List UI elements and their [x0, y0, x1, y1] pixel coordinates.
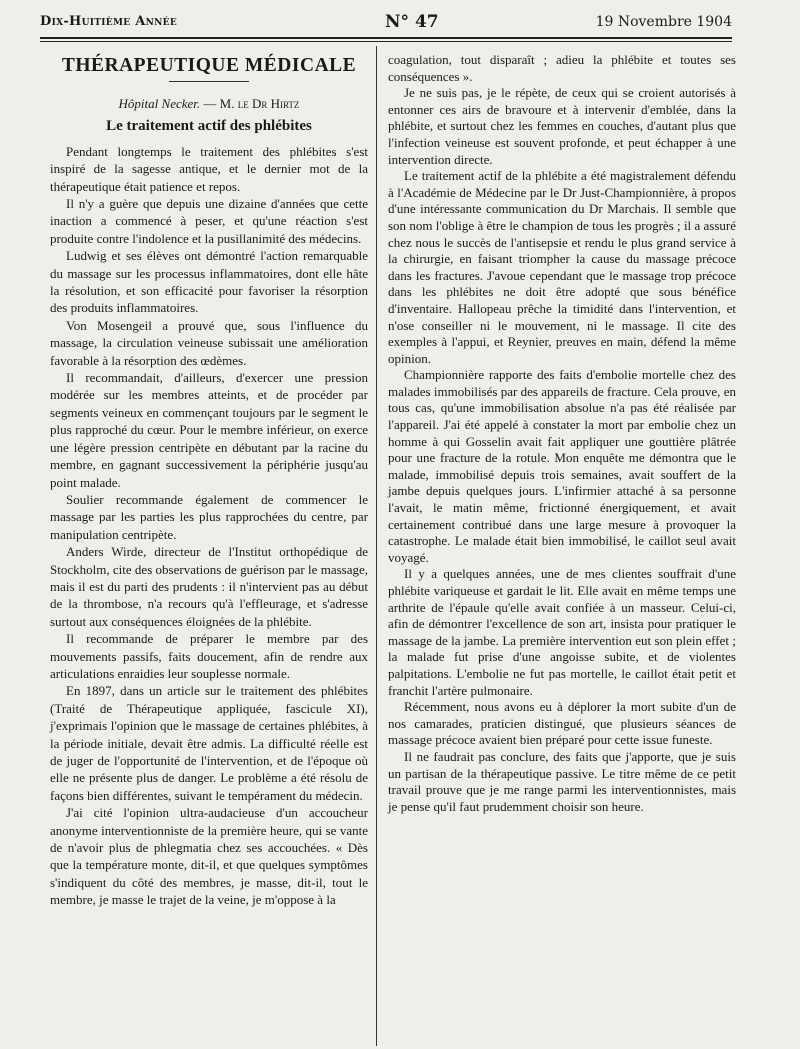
- paragraph: Le traitement actif de la phlébite a été magistralement défendu à l'Académie de Médecine par le Dr Just-Championnière, à propos d'une intéressante communication du Dr Marchais. Il semble que son nom l'oblige à être le champion de tous les progrès ; il a assuré chez nous le succès de l'antisepsie et rendu le plus grand service à la chirurgie, en faisant triompher la cause du massage précoce dans les fractures. J'avoue cependant que le massage trop précoce dans les phlébites ne doit être adopté que sous bénéfice d'inventaire. Hallopeau prêche la timidité dans l'intervention, et n'ose conseiller ni le mouvement, ni le massage. Il cite des exemples à l'appui, et Reynier, preuves en main, défend la même opinion.: [388, 168, 736, 366]
- header-rule-thin: [40, 41, 732, 42]
- paragraph: Il recommandait, d'ailleurs, d'exercer une pression modérée sur les membres atteints, et de procéder par segments veineux en commençant toujours par le segment le plus rapproché du cœur. Pour le membre inférieur, on exerce une légère pression centripète en débutant par la racine du membre, en gagnant successivement la périphérie jusqu'au point malade.: [50, 370, 368, 490]
- paragraph: Il y a quelques années, une de mes clientes souffrait d'une phlébite variqueuse et gardait le lit. Elle avait en même temps une arthrite de l'épaule qu'elle avait confiée à un masseur. Celui-ci, afin de démontrer l'excellence de son art, insista pour pratiquer le massage de la jambe. La première intervention eut son plein effet ; la malade fut prise d'une angoisse subite, et de violentes palpitations. L'embolie ne fut pas mortelle, le caillot était petit et franchit l'artère pulmonaire.: [388, 566, 736, 698]
- paragraph: Ludwig et ses élèves ont démontré l'action remarquable du massage sur les processus inflammatoires, dont elle hâte la résolution, et son efficacité pour favoriser la résorption des produits inflammatoires.: [50, 248, 368, 316]
- byline-author: — M. le Dr Hirtz: [203, 95, 300, 111]
- paragraph: Von Mosengeil a prouvé que, sous l'influence du massage, la circulation veineuse subissait une amélioration favorable à la résorption des œdèmes.: [50, 317, 368, 368]
- running-header: [40, 14, 732, 36]
- paragraph: Pendant longtemps le traitement des phlébites s'est inspiré de la sagesse antique, et le dernier mot de la thérapeutique était patience et repos.: [50, 143, 368, 194]
- title-rule: [169, 81, 249, 82]
- paragraph: Championnière rapporte des faits d'embolie mortelle chez des malades immobilisés par des appareils de fracture. Cela prouve, en tous cas, qu'une immobilisation absolue n'a pas été réalisée par l'appareil. J'ai été appelé à constater la mort par embolie chez un homme à qui Gosselin avait fait appliquer une gouttière plâtrée pour une fracture de la rotule. Mon enquête me démontra que le malade, immobilisé depuis trois semaines, avait souffert de la jambe depuis quelques jours. L'infirmier attaché à sa personne l'avait, le matin même, frictionné énergiquement, et avait certainement contribué dans une large mesure à provoquer la catastrophe. Le malade était bien immobilisé, le caillot seul avait voyagé.: [388, 367, 736, 565]
- paragraph: Il recommande de préparer le membre par des mouvements passifs, faits doucement, afin de rendre aux articulations enraidies leur souplesse normale.: [50, 631, 368, 681]
- left-column-body: [50, 143, 368, 909]
- paragraph: En 1897, dans un article sur le traitement des phlébites (Traité de Thérapeutique appliquée, fascicule XI), j'exprimais l'opinion que le massage de certaines phlébites, à la période initiale, devait être admis. La difficulté réelle est de juger de l'opportunité de l'intervention, et de l'époque où elle ne présente plus de danger. Le problème a été résolu de façons bien différentes, suivant le tempérament du médecin.: [50, 683, 368, 803]
- article-title: Le traitement actif des phlébites: [106, 118, 312, 135]
- header-date: 19 Novembre 1904: [595, 14, 732, 30]
- column-divider: [376, 46, 377, 1046]
- paragraph: Je ne suis pas, je le répète, de ceux qui se croient autorisés à entonner ces airs de bravoure et à intervenir d'emblée, dans la phlébite, et surtout chez les femmes en couches, d'autant plus que l'infection veineuse est souvent profonde, et peut échapper à une intervention directe.: [388, 85, 736, 167]
- paragraph: J'ai cité l'opinion ultra-audacieuse d'un accoucheur anonyme interventionniste de la première heure, qui se vante de n'avoir plus de phlegmatia chez ses accouchées. « Dès que la température monte, dit-il, et que quelques symptômes s'indiquent du côté des membres, je masse, dit-il, tout le membre, je masse le trajet de la veine, je m'oppose à la: [50, 805, 368, 908]
- header-rule-thick: [40, 37, 732, 39]
- header-issue-number: N° 47: [385, 12, 439, 32]
- section-title: THÉRAPEUTIQUE MÉDICALE: [61, 55, 357, 76]
- paragraph: Il n'y a guère que depuis une dizaine d'années que cette inaction a commencé à peser, et qu'une réaction s'est produite contre l'indolence et la pusillanimité des médecins.: [50, 196, 368, 246]
- paragraph: Soulier recommande également de commencer le massage par les parties les plus rapprochées du centre, par manipulation centripète.: [50, 491, 368, 542]
- header-volume: Dix-Huitième Année: [40, 14, 177, 29]
- paragraph: Il ne faudrait pas conclure, des faits que j'apporte, que je suis un partisan de la thérapeutique passive. Le titre même de ce petit travail prouve que je me range parmi les interventionnistes, mais je pense qu'il faut prudemment choisir son heure.: [388, 748, 736, 814]
- byline: [50, 96, 368, 113]
- right-column: [388, 52, 736, 815]
- paragraph: Anders Wirde, directeur de l'Institut orthopédique de Stockholm, cite des observations de guérison par le massage, mais il est du parti des prudents : il n'intervient pas au début de la thrombose, n'a recours qu'à l'effleurage, et s'adresse surtout aux conséquences éloignées de la phlébite.: [50, 544, 368, 629]
- left-column: [50, 50, 368, 909]
- paragraph: coagulation, tout disparaît ; adieu la phlébite et toutes ses conséquences ».: [388, 52, 736, 84]
- byline-hospital: Hôpital Necker.: [118, 95, 201, 111]
- paragraph: Récemment, nous avons eu à déplorer la mort subite d'un de nos camarades, praticien distingué, que plusieurs séances de massage précoce avaient bien préparé pour cette issue funeste.: [388, 699, 736, 748]
